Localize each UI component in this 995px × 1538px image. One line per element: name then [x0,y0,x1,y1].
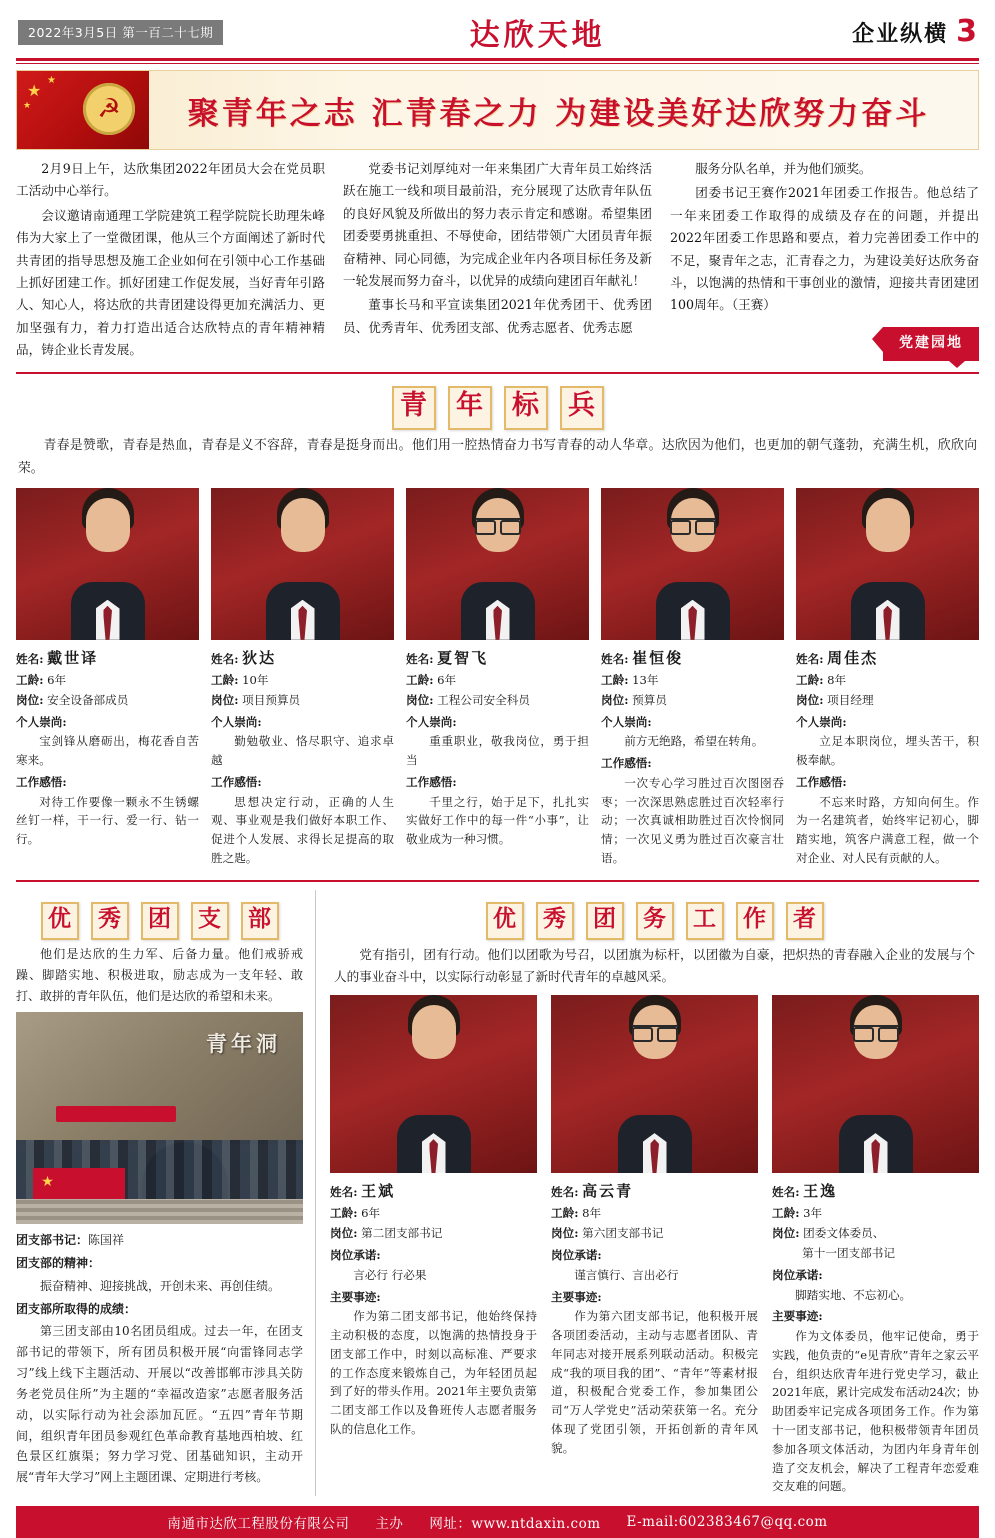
title-char: 作 [736,902,774,940]
person-promise: 谨言慎行、言出必行 [574,1267,679,1282]
paragraph: 董事长马和平宣读集团2021年优秀团干、优秀团员、优秀青年、优秀团支部、优秀志愿者、优秀志愿 [343,297,652,335]
star-icon-small: ★ [47,75,56,86]
person-name: 高云青 [582,1182,634,1201]
top-article [16,158,979,374]
label-post: 岗位: [330,1226,358,1241]
paragraph: 会议邀请南通理工学院建筑工程学院院长助理朱峰伟为大家上了一堂微团课，他从三个方面阐述了新时代共青团的指导思想及施工企业如何在引领中心工作基础上抓好团建工作。抓好团建工作促发展，当好青年引路人、知心人，将达欣的共青团建设得更加充满活力、更加坚强有力，着力打造出适合达欣特点的青年精神精品，铸企业长青发展。 [16,207,325,358]
label-motto: 个人崇尚: [601,714,652,729]
title-char: 团 [586,902,624,940]
person-name: 周佳杰 [827,648,879,667]
label-name: 姓名: [601,651,629,666]
photo-caption: 青年洞 [206,1031,281,1057]
label-insight: 工作感悟: [601,756,652,771]
label-deeds: 主要事迹: [551,1289,602,1304]
title-char: 务 [636,902,674,940]
label-post: 岗位: [211,692,239,707]
person-insight: 一次专心学习胜过百次图囹吞枣；一次深思熟虑胜过百次轻率行动；一次真诚相助胜过百次怜悯同情；一次见义勇为胜过百次豪言壮语。 [601,775,784,866]
portrait-face [86,498,130,552]
glasses-icon [475,518,521,532]
footer-sponsor: 主办 [375,1516,404,1533]
paragraph: 服务分队名单，并为他们颁奖。 [695,161,872,176]
label-promise: 岗位承诺: [772,1267,823,1282]
party-emblem-icon [17,71,149,149]
label-years: 工龄: [551,1206,579,1221]
paragraph: 党委书记刘厚纯对一年来集团广大青年员工始终活跃在施工一线和项目最前沿，充分展现了达欣青年队伍的良好风貌及所做出的努力表示肯定和感谢。希望集团团委要勇挑重担、不辱使命，团结带领广大团员青年振奋精神、同心同德，为完成企业年内各项目标任务及新一轮发展而努力奋斗，以优异的成绩向建团百年献礼！ [343,161,652,289]
portrait-photo [796,488,979,640]
label-motto: 个人崇尚: [211,714,262,729]
column-badge [670,327,979,361]
branch-achievements-text: 第三团支部由10名团员组成。过去一年，在团支部书记的带领下，所有团员积极开展“向雷锋同志学习”线上线下主题活动、开展以“改善邯郸市涉具关防务老党员住所”为主题的“幸福改造家”志愿者服务活动，以实际行动为社会添加瓦匠。“五四”青年节期间，组织青年团员参观红色革命教育基地西柏坡、红色景区红旗渠；努力学习党、团基础知识，主动开展“青年大学习”网上主题团课、定期进行考核。 [16,1324,303,1485]
label-deeds: 主要事迹: [772,1309,823,1324]
label-years: 工龄: [772,1206,800,1221]
footer-company: 南通市达欣工程股份有限公司 [167,1516,350,1533]
label-post: 岗位: [406,692,434,707]
person-card [772,995,979,1496]
label-name: 姓名: [796,651,824,666]
person-post: 工程公司安全科员 [437,692,530,707]
star-icon: ★ [27,81,42,100]
section-lead-youth: 青春是赞歌，青春是热血，青春是义不容辞，青春是挺身而出。他们用一腔热情奋力书写青春的动人华章。达欣因为他们，也更加的朝气蓬勃，充满生机，欣欣向荣。 [18,437,977,476]
person-years: 3年 [803,1206,823,1221]
label-post: 岗位: [796,692,824,707]
person-years: 8年 [582,1206,602,1221]
person-insight: 不忘来时路，方知向何生。作为一名建筑者，始终牢记初心，脚踏实地，筑客户满意工程，做一个对企业、对人民有贡献的人。 [796,794,979,866]
label-insight: 工作感悟: [406,774,457,789]
article-column-1 [16,158,325,364]
person-post: 安全设备部成员 [47,692,129,707]
label-years: 工龄: [211,673,239,688]
person-name: 戴世译 [47,648,99,667]
label-motto: 个人崇尚: [406,714,457,729]
title-char: 优 [41,902,79,940]
label-years: 工龄: [406,673,434,688]
article-column-3 [670,158,979,364]
label-post: 岗位: [551,1226,579,1241]
portrait-face [281,498,325,552]
person-years: 10年 [242,673,269,688]
person-deeds: 作为文体委员，他牢记使命，勇于实践，他负责的“e见青欣”青年之家云平台，组织达欣青年进行党史学习，截止2021年底，累计完成发布活动24次；协助团委牢记完成各项团务工作。作为第十一团支部书记，他积极带领青年团员参加各项文体活动，为团内年身青年创造了交友机会，解决了工程青年恋爱难交友难的问题。 [772,1329,979,1494]
label-post: 岗位: [16,692,44,707]
paragraph: 团委书记王赛作2021年团委工作报告。他总结了一年来团委工作取得的成绩及存在的问题，并提出2022年团委工作思路和要点，着力完善团委工作中的不足，聚青年之志，汇青春之力，为建设美好达欣务奋斗，以饱满的热情和干事创业的激情，迎接共青团建团100周年。（王赛） [670,185,979,313]
person-post: 第六团支部书记 [582,1226,664,1241]
article-column-2 [343,158,652,364]
label-deeds: 主要事迹: [330,1289,381,1304]
headline-banner [16,70,979,150]
person-motto: 勤勉敬业、恪尽职守、追求卓越 [211,734,394,768]
glasses-icon [670,518,716,532]
label-name: 姓名: [330,1185,358,1200]
label-years: 工龄: [330,1206,358,1221]
label-branch-spirit: 团支部的精神： [16,1256,101,1271]
label-name: 姓名: [551,1185,579,1200]
person-post-2: 第十一团支部书记 [802,1246,895,1260]
label-years: 工龄: [796,673,824,688]
title-char: 年 [448,386,492,430]
badge-label: 党建园地 [883,327,979,361]
paper-title: 达欣天地 [469,18,606,53]
section-header [852,14,977,49]
issue-date: 2022年3月5日 第一百二十七期 [18,20,223,45]
person-name: 王逸 [803,1182,838,1201]
person-post: 项目预算员 [242,692,301,707]
portrait-photo [211,488,394,640]
section-lead-branch: 他们是达欣的生力军、后备力量。他们戒骄戒躁、脚踏实地、积极进取，励志成为一支年轻、敢打、敢拼的青年队伍，他们是达欣的希望和未来。 [16,946,303,1003]
person-card [406,488,589,868]
person-name: 崔恒俊 [632,648,684,667]
label-years: 工龄: [16,673,44,688]
person-card [601,488,784,868]
branch-spirit-text: 振奋精神、迎接挑战，开创未来、再创佳绩。 [40,1278,281,1293]
title-char: 秀 [536,902,574,940]
section-title-branch [16,902,303,940]
portrait-photo [601,488,784,640]
portrait-photo [406,488,589,640]
person-years: 6年 [361,1206,381,1221]
person-post: 预算员 [632,692,667,707]
title-char: 标 [504,386,548,430]
banner-headline: 聚青年之志 汇青春之力 为建设美好达欣努力奋斗 [187,95,930,132]
person-post: 第二团支部书记 [361,1226,443,1241]
glasses-icon [632,1025,678,1039]
worker-people-row [330,995,979,1496]
branch-column [16,890,316,1496]
label-name: 姓名: [406,651,434,666]
person-post: 团委文体委员、 [803,1226,885,1241]
worker-column [330,890,979,1496]
label-promise: 岗位承诺: [551,1248,602,1262]
portrait-photo [772,995,979,1173]
person-name: 夏智飞 [437,648,489,667]
person-motto: 立足本职岗位，埋头苦干，积极奉献。 [796,734,979,768]
person-years: 6年 [47,673,67,688]
label-promise: 岗位承诺: [330,1248,381,1262]
person-promise: 脚踏实地、不忘初心。 [795,1287,912,1302]
person-post: 项目经理 [827,692,874,707]
label-name: 姓名: [16,651,44,666]
hammer-sickle-icon: ☭ [83,83,135,135]
person-promise: 言必行 行必果 [353,1267,427,1282]
label-name: 姓名: [211,651,239,666]
title-char: 者 [786,902,824,940]
title-char: 兵 [560,386,604,430]
person-years: 8年 [827,673,847,688]
photo-red-banner [56,1106,176,1122]
label-branch-secretary: 团支部书记： [16,1233,89,1248]
person-motto: 重重职业，敬我岗位，勇于担当 [406,734,589,768]
label-motto: 个人崇尚: [16,714,67,729]
portrait-photo [330,995,537,1173]
label-insight: 工作感悟: [16,774,67,789]
section-lead-worker: 党有指引，团有行动。他们以团歌为号召，以团旗为标杆，以团徽为自豪，把炽热的青春融入企业的发展与个人的事业奋斗中，以实际行动彰显了新时代青年的卓越风采。 [334,946,975,985]
divider-thin [16,63,979,64]
title-char: 青 [392,386,436,430]
person-years: 6年 [437,673,457,688]
label-name: 姓名: [772,1185,800,1200]
lower-section [16,880,979,1496]
person-card [330,995,537,1496]
masthead [0,0,995,56]
person-years: 13年 [632,673,659,688]
label-branch-achievements: 团支部所取得的成绩： [16,1301,137,1316]
title-char: 支 [191,902,229,940]
person-insight: 千里之行，始于足下，扎扎实实做好工作中的每一件“小事”，让敬业成为一种习惯。 [406,794,589,847]
person-motto: 前方无绝路，希望在转角。 [624,734,764,749]
person-card [796,488,979,868]
person-deeds: 作为第六团支部书记，他积极开展各项团委活动，主动与志愿者团队、青年同志对接开展系列联动活动。积极完成“我的项目我的团”、“青年”等素材报道，积极配合党委工作，参加集团公司“万人学党史”活动荣获第一名。充分体现了党团引领，开拓创新的青年风貌。 [551,1309,758,1455]
portrait-face [412,1005,456,1059]
star-icon-tiny: ★ [23,101,32,111]
footer-website[interactable]: 网址：www.ntdaxin.com [429,1516,601,1533]
title-char: 秀 [91,902,129,940]
title-char: 团 [141,902,179,940]
page-number: 3 [956,14,977,49]
portrait-photo [551,995,758,1173]
label-post: 岗位: [772,1226,800,1241]
person-card [16,488,199,868]
section-title-worker [330,902,979,940]
glasses-icon [853,1025,899,1039]
portrait-face [866,498,910,552]
person-name: 狄达 [242,648,277,667]
person-card [211,488,394,868]
title-char: 优 [486,902,524,940]
youth-people-row [16,488,979,868]
footer-email[interactable]: E-mail:602383467@qq.com [626,1514,828,1531]
title-char: 部 [241,902,279,940]
group-photo [16,1012,303,1224]
branch-secretary-name: 陈国祥 [88,1233,125,1248]
section-name: 企业纵横 [852,21,949,47]
person-deeds: 作为第二团支部书记，他始终保持主动积极的态度，以饱满的热情投身于团支部工作中，时刻以高标准、严要求的工作态度来锻炼自己，为年轻团员起到了好的带头作用。2021年主要负责第二团支部工作以及鲁班传人志愿者服务队的信息化工作。 [330,1309,537,1437]
person-name: 王斌 [361,1182,396,1201]
label-insight: 工作感悟: [796,774,847,789]
title-char: 工 [686,902,724,940]
label-insight: 工作感悟: [211,774,262,789]
paragraph: 2月9日上午，达欣集团2022年团员大会在党员职工活动中心举行。 [16,161,325,199]
section-title-youth [0,386,995,430]
label-years: 工龄: [601,673,629,688]
page-footer [16,1506,979,1538]
label-motto: 个人崇尚: [796,714,847,729]
person-motto: 宝剑锋从磨砺出，梅花香自苦寒来。 [16,734,199,768]
person-insight: 对待工作要像一颗永不生锈螺丝钉一样，干一行、爱一行、钻一行。 [16,794,199,847]
portrait-photo [16,488,199,640]
label-post: 岗位: [601,692,629,707]
person-card [551,995,758,1496]
divider-red [16,58,979,61]
person-insight: 思想决定行动，正确的人生观、事业观是我们做好本职工作、促进个人发展、求得长足提高的取胜之匙。 [211,794,394,866]
photo-steps [16,1199,303,1224]
